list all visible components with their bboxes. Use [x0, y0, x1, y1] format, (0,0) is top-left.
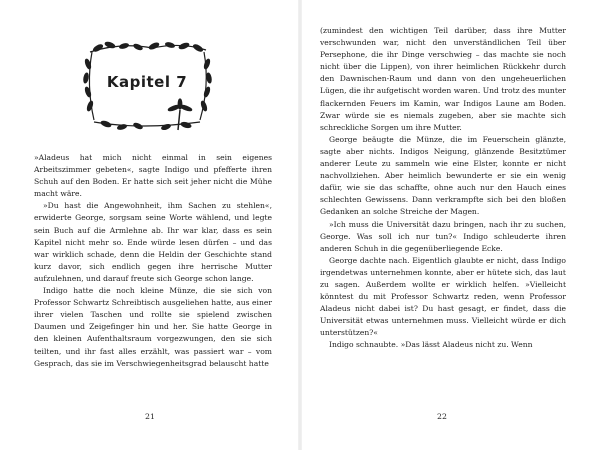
paragraph: George beäugte die Münze, die im Feuerschein glänzte, sagte aber nichts. Indigos Neigung, glänzende Besitztümer anderer Leute zu sammeln wie eine Elster, konnte er nicht nachvollziehen. Aber heimlich bewunderte er sie ein wenig dafür, wie sie das schaffte, ohne auch nur den Hauch eines schlechten Gewissens. Dann verkrampfte sich bei den bloßen Gedanken an solche Streiche der Magen.: [320, 134, 566, 217]
paragraph: Indigo schnaubte. »Das lässt Aladeus nicht zu. Wenn: [329, 340, 533, 350]
paragraph: »Du hast die Angewohnheit, ihm Sachen zu stehlen«, erwiderte George, sorgsam seine Worte wählend, und legte sein Buch auf die Armlehne ab. Ihr war klar, dass es sein Kapitel nicht mehr so. Ende würde lesen dürfen – und das war wirklich schade, denn die Heldin der Geschichte stand kurz davor, sich endlich gegen ihre herrische Mutter aufzulehnen, und darauf freute sich George schon lange.: [34, 201, 272, 283]
paragraph: (zumindest den wichtigen Teil darüber, dass ihre Mutter verschwunden war, nicht den unverständlichen Teil über Persephone, die ihr Dinge verschwieg – das machte sie noch nicht über die Lippen), von ihrer heimlichen Rückkehr durch den Dawnischen-Raum und dann von den ungeheuerlichen Lügen, die ihr aufgetischt worden waren. Und trotz des munter flackernden Feuers im Kamin, war Indigos Laune am Boden. Zwar würde sie es niemals zugeben, aber sie machte sich schreckliche Sorgen um ihre Mutter.: [320, 26, 566, 132]
right-page-body: [320, 25, 566, 352]
paragraph: »Aladeus hat mich nicht einmal in sein eigenes Arbeitszimmer gebeten«, sagte Indigo und pfefferte ihren Schuh auf den Boden. Er hatte sich seit jeher nicht die Mühe macht wäre.: [34, 153, 272, 199]
page-number: 22: [437, 412, 447, 421]
left-page-body: [34, 152, 272, 370]
right-page: [300, 0, 600, 450]
chapter-title: Kapitel 7: [106, 73, 188, 91]
paragraph: Indigo hatte die noch kleine Münze, die sie sich von Professor Schwartz Schreibtisch ausgeliehen hatte, aus einer ihrer vielen Taschen und rollte sie spielend zwischen Daumen und Zeigefinger hin und her. Sie hatte George in den kleinen Aufenthaltsraum vorgezwungen, den sie sich teilten, und ihr fast alles erzählt, was passiert war – vom Gesprach, das sie im Verschwiegenheitsgrad belauscht hatte: [34, 286, 272, 368]
page-number: 21: [145, 412, 155, 421]
paragraph: »Ich muss die Universität dazu bringen, nach ihr zu suchen, George. Was soll ich nur tun?« Indigo schleuderte ihren anderen Schuh in die gegenüberliegende Ecke.: [320, 219, 566, 253]
paragraph: George dachte nach. Eigentlich glaubte er nicht, dass Indigo irgendetwas unternehmen konnte, aber er hütete sich, das laut zu sagen. Außerdem wollte er wirklich helfen. »Vielleicht könntest du mit Professor Schwartz reden, wenn Professor Aladeus nicht dabei ist? Du hast gesagt, er findet, dass die Universität etwas unternehmen muss. Vielleicht würde er dich unterstützen?«: [320, 255, 566, 338]
chapter-heading-frame: [82, 40, 212, 132]
